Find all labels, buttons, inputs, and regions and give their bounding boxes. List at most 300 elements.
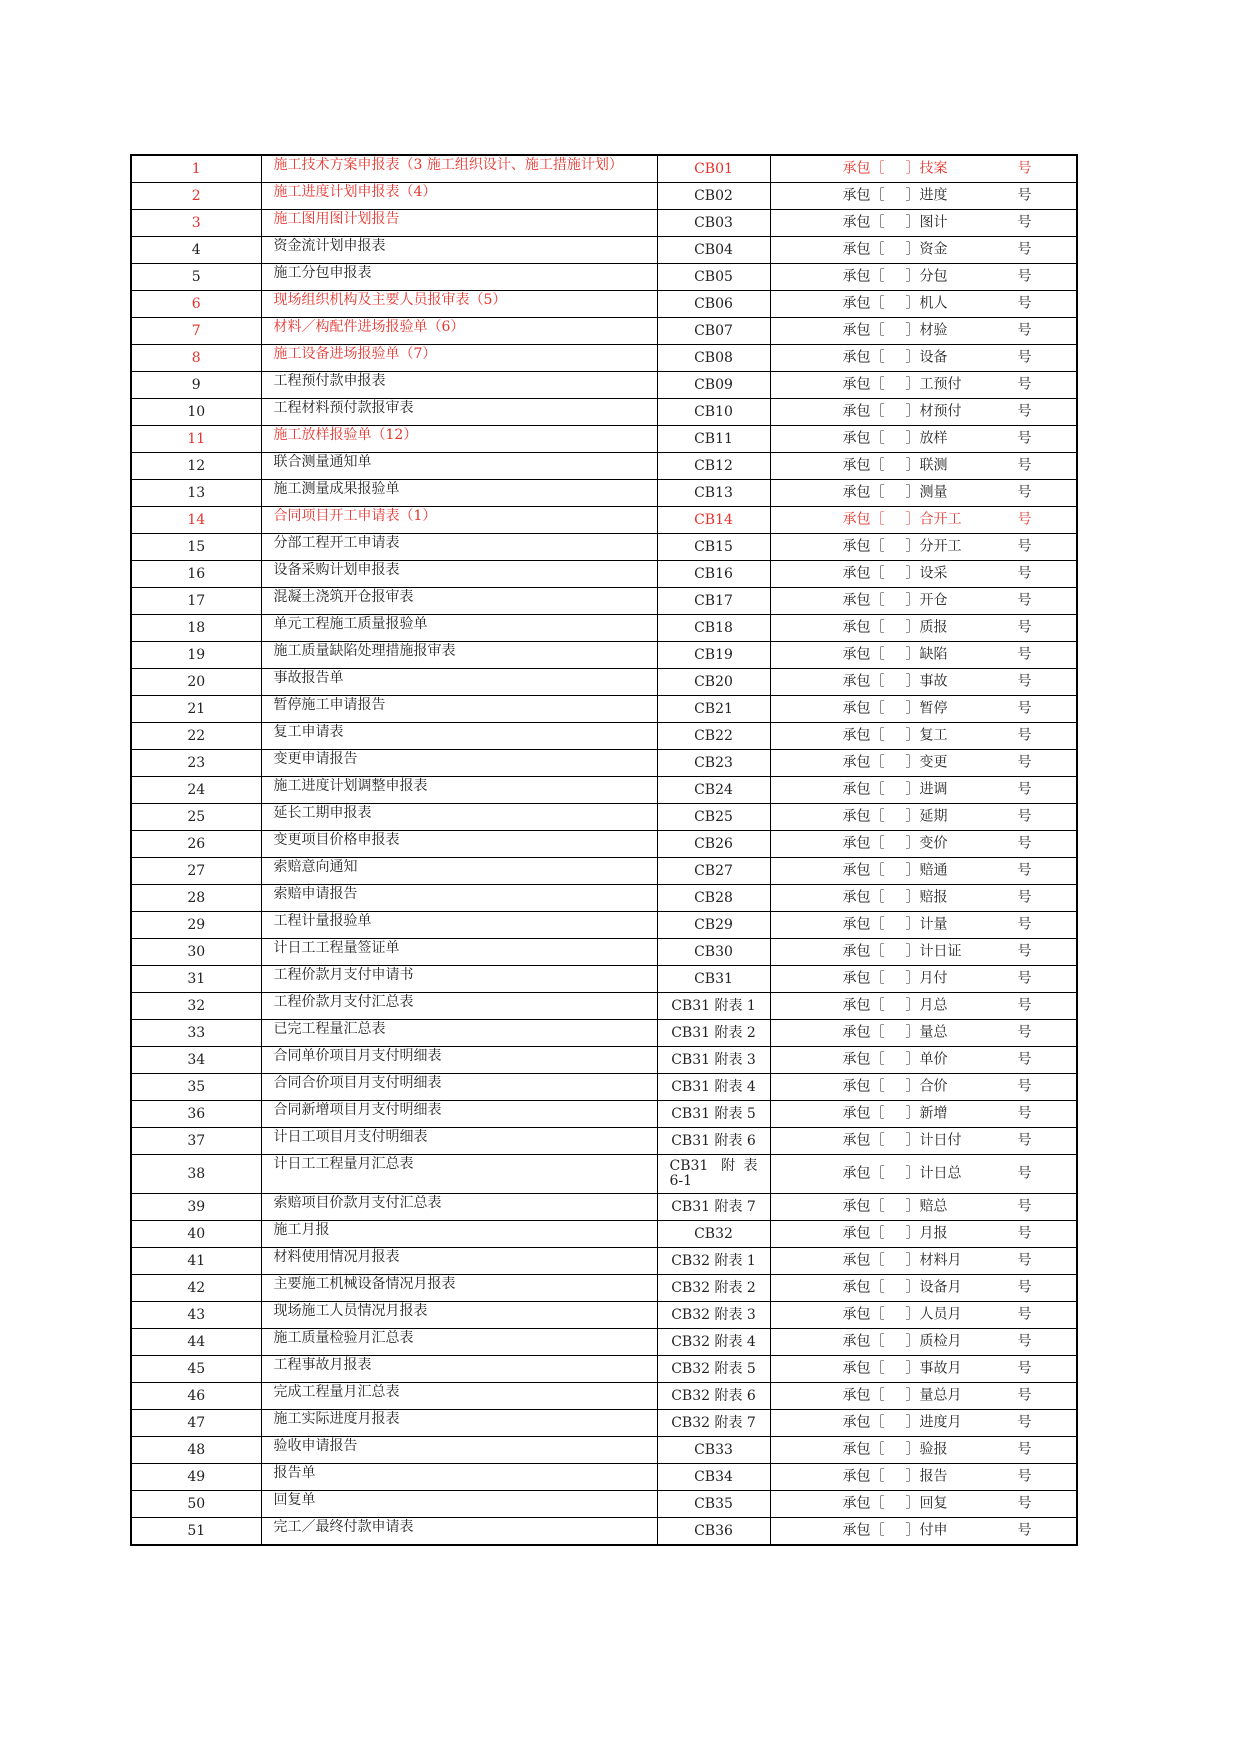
row-number: 7 [131,318,261,345]
form-name: 主要施工机械设备情况月报表 [261,1275,657,1302]
form-name: 单元工程施工质量报验单 [261,615,657,642]
row-number: 25 [131,804,261,831]
table-row [131,696,1077,723]
row-number: 10 [131,399,261,426]
form-reference [770,1302,1077,1329]
row-number: 28 [131,885,261,912]
reference-prefix: 承包［ [842,916,885,933]
form-reference [770,1518,1077,1546]
form-name: 合同单价项目月支付明细表 [261,1047,657,1074]
form-name: 索赔申请报告 [261,885,657,912]
reference-prefix: 承包［ [842,1414,885,1431]
form-code: CB08 [657,345,770,372]
reference-prefix: 承包［ [842,1078,885,1095]
form-code: CB10 [657,399,770,426]
table-row [131,1491,1077,1518]
form-name: 工程事故月报表 [261,1356,657,1383]
form-code: CB12 [657,453,770,480]
table-row [131,1302,1077,1329]
table-row [131,1383,1077,1410]
form-name: 计日工工程量月汇总表 [261,1155,657,1194]
form-reference [770,426,1077,453]
reference-suffix: 号 [1017,1468,1032,1485]
row-number: 23 [131,750,261,777]
form-name: 索赔项目价款月支付汇总表 [261,1194,657,1221]
table-row [131,1275,1077,1302]
table-row [131,1128,1077,1155]
reference-prefix: 承包［ [842,403,885,420]
form-name: 材料／构配件进场报验单（6） [261,318,657,345]
form-name: 事故报告单 [261,669,657,696]
row-number: 32 [131,993,261,1020]
reference-suffix: 号 [1017,1252,1032,1269]
reference-suffix: 号 [1017,673,1032,690]
form-code: CB29 [657,912,770,939]
reference-suffix: 号 [1017,1279,1032,1296]
row-number: 5 [131,264,261,291]
reference-abbr: ］工预付 [905,376,962,393]
form-code: CB35 [657,1491,770,1518]
form-code: CB13 [657,480,770,507]
reference-suffix: 号 [1017,1333,1032,1350]
form-name: 混凝土浇筑开仓报审表 [261,588,657,615]
form-code: CB06 [657,291,770,318]
form-code: CB31 附表 3 [657,1047,770,1074]
reference-suffix: 号 [1017,889,1032,906]
form-name: 已完工程量汇总表 [261,1020,657,1047]
table-row [131,1194,1077,1221]
reference-abbr: ］报告 [905,1468,948,1485]
row-number: 13 [131,480,261,507]
row-number: 44 [131,1329,261,1356]
form-code: CB09 [657,372,770,399]
reference-abbr: ］资金 [905,241,948,258]
table-row [131,399,1077,426]
reference-suffix: 号 [1017,592,1032,609]
form-name: 施工测量成果报验单 [261,480,657,507]
reference-prefix: 承包［ [842,1105,885,1122]
form-code: CB36 [657,1518,770,1546]
reference-abbr: ］人员月 [905,1306,962,1323]
form-name: 索赔意向通知 [261,858,657,885]
reference-prefix: 承包［ [842,1252,885,1269]
row-number: 50 [131,1491,261,1518]
form-reference [770,183,1077,210]
form-reference [770,831,1077,858]
form-reference [770,399,1077,426]
row-number: 41 [131,1248,261,1275]
table-row [131,1221,1077,1248]
table-row [131,237,1077,264]
reference-abbr: ］月报 [905,1225,948,1242]
form-reference [770,1155,1077,1194]
form-code: CB18 [657,615,770,642]
reference-abbr: ］赔总 [905,1198,948,1215]
reference-abbr: ］材验 [905,322,948,339]
reference-suffix: 号 [1017,1387,1032,1404]
reference-prefix: 承包［ [842,754,885,771]
reference-prefix: 承包［ [842,1051,885,1068]
reference-prefix: 承包［ [842,214,885,231]
row-number: 27 [131,858,261,885]
form-name: 施工技术方案申报表（3 施工组织设计、施工措施计划） [261,155,657,183]
form-name: 合同合价项目月支付明细表 [261,1074,657,1101]
table-row [131,1329,1077,1356]
form-code: CB23 [657,750,770,777]
form-code: CB31 附表 2 [657,1020,770,1047]
form-code: CB33 [657,1437,770,1464]
reference-abbr: ］计日付 [905,1132,962,1149]
row-number: 43 [131,1302,261,1329]
form-reference [770,1221,1077,1248]
row-number: 42 [131,1275,261,1302]
reference-suffix: 号 [1017,1078,1032,1095]
row-number: 48 [131,1437,261,1464]
form-name: 设备采购计划申报表 [261,561,657,588]
table-row [131,1356,1077,1383]
form-code: CB31 附表 6 [657,1128,770,1155]
reference-abbr: ］设采 [905,565,948,582]
reference-suffix: 号 [1017,754,1032,771]
reference-prefix: 承包［ [842,484,885,501]
form-code: CB31 附表 4 [657,1074,770,1101]
form-code: CB30 [657,939,770,966]
reference-abbr: ］量总月 [905,1387,962,1404]
form-code: CB32 附表 5 [657,1356,770,1383]
reference-suffix: 号 [1017,1306,1032,1323]
form-code: CB27 [657,858,770,885]
reference-suffix: 号 [1017,781,1032,798]
table-row [131,183,1077,210]
form-name: 计日工工程量签证单 [261,939,657,966]
row-number: 51 [131,1518,261,1546]
reference-abbr: ］计量 [905,916,948,933]
form-code: CB14 [657,507,770,534]
form-name: 施工月报 [261,1221,657,1248]
row-number: 2 [131,183,261,210]
reference-prefix: 承包［ [842,1495,885,1512]
row-number: 35 [131,1074,261,1101]
form-name: 延长工期申报表 [261,804,657,831]
table-row [131,1101,1077,1128]
reference-prefix: 承包［ [842,943,885,960]
reference-abbr: ］图计 [905,214,948,231]
form-code: CB31 附表 6-1 [657,1155,770,1194]
row-number: 29 [131,912,261,939]
form-reference [770,696,1077,723]
form-reference [770,561,1077,588]
table-row [131,1518,1077,1546]
reference-prefix: 承包［ [842,700,885,717]
reference-abbr: ］赔报 [905,889,948,906]
table-row [131,615,1077,642]
reference-abbr: ］验报 [905,1441,948,1458]
reference-prefix: 承包［ [842,1306,885,1323]
reference-prefix: 承包［ [842,511,885,528]
reference-suffix: 号 [1017,1495,1032,1512]
reference-prefix: 承包［ [842,646,885,663]
form-reference [770,588,1077,615]
form-name: 工程价款月支付申请书 [261,966,657,993]
reference-abbr: ］合价 [905,1078,948,1095]
form-reference [770,291,1077,318]
reference-prefix: 承包［ [842,781,885,798]
row-number: 17 [131,588,261,615]
form-reference [770,777,1077,804]
reference-abbr: ］质检月 [905,1333,962,1350]
reference-abbr: ］分开工 [905,538,962,555]
form-reference [770,237,1077,264]
form-code: CB20 [657,669,770,696]
reference-suffix: 号 [1017,295,1032,312]
reference-abbr: ］联测 [905,457,948,474]
row-number: 26 [131,831,261,858]
reference-prefix: 承包［ [842,727,885,744]
reference-abbr: ］设备月 [905,1279,962,1296]
form-code: CB32 附表 2 [657,1275,770,1302]
row-number: 38 [131,1155,261,1194]
row-number: 8 [131,345,261,372]
form-code: CB11 [657,426,770,453]
reference-abbr: ］量总 [905,1024,948,1041]
reference-suffix: 号 [1017,1132,1032,1149]
form-name: 回复单 [261,1491,657,1518]
row-number: 40 [131,1221,261,1248]
table-row [131,561,1077,588]
reference-abbr: ］赔通 [905,862,948,879]
reference-prefix: 承包［ [842,538,885,555]
row-number: 49 [131,1464,261,1491]
reference-abbr: ］回复 [905,1495,948,1512]
reference-prefix: 承包［ [842,1441,885,1458]
reference-abbr: ］合开工 [905,511,962,528]
form-code: CB32 附表 7 [657,1410,770,1437]
reference-suffix: 号 [1017,187,1032,204]
form-name: 完工／最终付款申请表 [261,1518,657,1546]
table-row [131,1047,1077,1074]
reference-prefix: 承包［ [842,295,885,312]
table-row [131,1437,1077,1464]
reference-abbr: ］设备 [905,349,948,366]
form-reference [770,507,1077,534]
reference-suffix: 号 [1017,457,1032,474]
table-row [131,155,1077,183]
form-reference [770,1437,1077,1464]
form-reference [770,1194,1077,1221]
form-name: 施工质量检验月汇总表 [261,1329,657,1356]
reference-abbr: ］事故月 [905,1360,962,1377]
reference-abbr: ］新增 [905,1105,948,1122]
reference-prefix: 承包［ [842,322,885,339]
form-name: 验收申请报告 [261,1437,657,1464]
form-reference [770,210,1077,237]
form-reference [770,1128,1077,1155]
form-code: CB32 附表 1 [657,1248,770,1275]
form-name: 报告单 [261,1464,657,1491]
form-reference [770,750,1077,777]
form-reference [770,642,1077,669]
reference-prefix: 承包［ [842,430,885,447]
form-reference [770,966,1077,993]
form-reference [770,1101,1077,1128]
form-reference [770,1248,1077,1275]
form-reference [770,1020,1077,1047]
form-name: 现场施工人员情况月报表 [261,1302,657,1329]
reference-prefix: 承包［ [842,1360,885,1377]
form-code: CB31 附表 5 [657,1101,770,1128]
reference-suffix: 号 [1017,862,1032,879]
table-row [131,939,1077,966]
reference-suffix: 号 [1017,700,1032,717]
form-reference [770,345,1077,372]
reference-prefix: 承包［ [842,1024,885,1041]
reference-abbr: ］进度月 [905,1414,962,1431]
form-code: CB05 [657,264,770,291]
reference-prefix: 承包［ [842,187,885,204]
row-number: 14 [131,507,261,534]
table-row [131,210,1077,237]
form-code: CB31 附表 1 [657,993,770,1020]
row-number: 31 [131,966,261,993]
row-number: 16 [131,561,261,588]
reference-abbr: ］材料月 [905,1252,962,1269]
table-row [131,318,1077,345]
reference-abbr: ］变价 [905,835,948,852]
reference-prefix: 承包［ [842,1198,885,1215]
reference-abbr: ］技案 [905,160,948,177]
row-number: 4 [131,237,261,264]
form-reference [770,1383,1077,1410]
reference-suffix: 号 [1017,1360,1032,1377]
form-reference [770,723,1077,750]
reference-suffix: 号 [1017,1414,1032,1431]
reference-suffix: 号 [1017,214,1032,231]
form-name: 施工放样报验单（12） [261,426,657,453]
reference-suffix: 号 [1017,565,1032,582]
row-number: 1 [131,155,261,183]
reference-prefix: 承包［ [842,1333,885,1350]
reference-abbr: ］进调 [905,781,948,798]
row-number: 20 [131,669,261,696]
reference-prefix: 承包［ [842,862,885,879]
form-reference [770,534,1077,561]
form-name: 复工申请表 [261,723,657,750]
form-code: CB01 [657,155,770,183]
table-row [131,858,1077,885]
table-row [131,1410,1077,1437]
reference-suffix: 号 [1017,538,1032,555]
reference-prefix: 承包［ [842,376,885,393]
reference-abbr: ］质报 [905,619,948,636]
form-name: 工程价款月支付汇总表 [261,993,657,1020]
reference-prefix: 承包［ [842,241,885,258]
table-row [131,885,1077,912]
reference-suffix: 号 [1017,376,1032,393]
reference-abbr: ］事故 [905,673,948,690]
reference-prefix: 承包［ [842,997,885,1014]
reference-suffix: 号 [1017,1441,1032,1458]
form-code: CB32 [657,1221,770,1248]
table-row [131,831,1077,858]
table-row [131,453,1077,480]
form-reference [770,1356,1077,1383]
table-row [131,372,1077,399]
row-number: 39 [131,1194,261,1221]
reference-abbr: ］放样 [905,430,948,447]
reference-prefix: 承包［ [842,1522,885,1539]
row-number: 19 [131,642,261,669]
form-reference [770,885,1077,912]
reference-prefix: 承包［ [842,889,885,906]
form-reference [770,1329,1077,1356]
form-code: CB15 [657,534,770,561]
form-name: 施工进度计划申报表（4） [261,183,657,210]
form-code: CB03 [657,210,770,237]
row-number: 47 [131,1410,261,1437]
form-name: 工程计量报验单 [261,912,657,939]
reference-suffix: 号 [1017,268,1032,285]
reference-suffix: 号 [1017,997,1032,1014]
row-number: 15 [131,534,261,561]
form-reference [770,912,1077,939]
form-code: CB24 [657,777,770,804]
reference-suffix: 号 [1017,943,1032,960]
reference-suffix: 号 [1017,1105,1032,1122]
table-row [131,1248,1077,1275]
reference-abbr: ］计日证 [905,943,962,960]
form-code: CB16 [657,561,770,588]
row-number: 6 [131,291,261,318]
reference-prefix: 承包［ [842,268,885,285]
reference-suffix: 号 [1017,727,1032,744]
form-code: CB04 [657,237,770,264]
table-row [131,264,1077,291]
reference-suffix: 号 [1017,1165,1032,1182]
form-code: CB26 [657,831,770,858]
reference-abbr: ］分包 [905,268,948,285]
form-reference [770,858,1077,885]
reference-prefix: 承包［ [842,1132,885,1149]
reference-abbr: ］材预付 [905,403,962,420]
form-name: 暂停施工申请报告 [261,696,657,723]
form-reference [770,804,1077,831]
form-reference [770,453,1077,480]
row-number: 12 [131,453,261,480]
table-row [131,534,1077,561]
table-row [131,291,1077,318]
form-code: CB28 [657,885,770,912]
form-name: 施工设备进场报验单（7） [261,345,657,372]
form-code: CB25 [657,804,770,831]
reference-prefix: 承包［ [842,1225,885,1242]
form-name: 施工图用图计划报告 [261,210,657,237]
form-index-table [130,154,1078,1546]
reference-suffix: 号 [1017,241,1032,258]
table-row [131,1020,1077,1047]
reference-abbr: ］付申 [905,1522,948,1539]
reference-abbr: ］测量 [905,484,948,501]
reference-prefix: 承包［ [842,673,885,690]
form-name: 合同新增项目月支付明细表 [261,1101,657,1128]
form-name: 施工分包申报表 [261,264,657,291]
form-code: CB32 附表 6 [657,1383,770,1410]
row-number: 45 [131,1356,261,1383]
form-name: 变更项目价格申报表 [261,831,657,858]
reference-prefix: 承包［ [842,1279,885,1296]
table-row [131,507,1077,534]
form-name: 联合测量通知单 [261,453,657,480]
form-code: CB07 [657,318,770,345]
